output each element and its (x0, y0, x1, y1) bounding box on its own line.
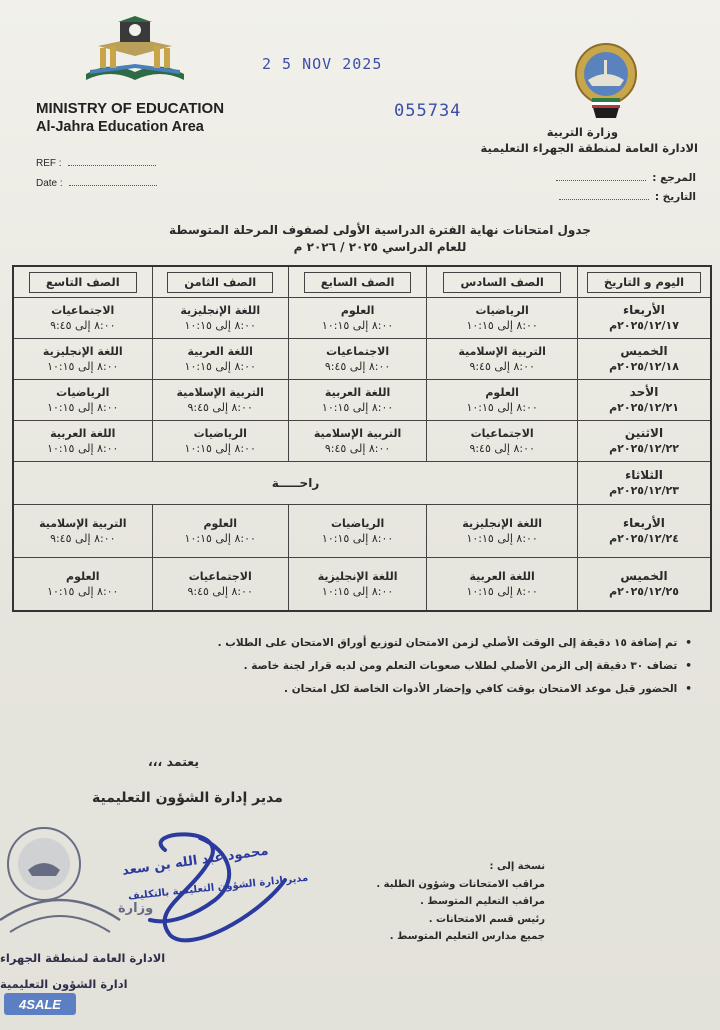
exam-cell: العلوم ٨:٠٠ إلى ١٠:١٥ (288, 298, 426, 339)
day-cell: الاثنين ٢٠٢٥/١٢/٢٢م (578, 421, 712, 462)
table-row (13, 505, 711, 558)
bottom-stamp-text: الادارة العامة لمنطقة الجهراء ادارة الشؤون التعليمية (0, 951, 166, 991)
serial-number: 055734 (394, 101, 462, 121)
day-cell: الأحد ٢٠٢٥/١٢/٢١م (578, 380, 712, 421)
notes-list (92, 632, 692, 701)
ministry-name-ar: وزارة التربية الادارة العامة لمنطقة الجهراء التعليمية (480, 125, 698, 155)
svg-text:محمود عبد الله بن سعد: محمود عبد الله بن سعد (121, 843, 270, 879)
exam-cell: اللغة العربية ٨:٠٠ إلى ١٠:١٥ (288, 380, 426, 421)
list-item: • تم إضافة ١٥ دقيقة إلى الوقت الأصلي لزمن الامتحان لتوزيع أوراق الامتحان على الطلاب . (92, 632, 692, 655)
ref-field-ar: المرجع : (556, 172, 696, 184)
date-field: Date : (36, 178, 157, 189)
list-item: مراقب الامتحانات وشؤون الطلبة . (376, 878, 545, 890)
list-item: • تضاف ٣٠ دقيقة إلى الزمن الأصلي لطلاب صعوبات التعلم ومن لديه قرار لجنة خاصة . (92, 655, 692, 678)
exam-cell: العلوم ٨:٠٠ إلى ١٠:١٥ (427, 380, 578, 421)
rest-day-cell: راحـــــة (13, 462, 578, 505)
column-header: اليوم و التاريخ (578, 266, 712, 298)
exam-cell: التربية الإسلامية ٨:٠٠ إلى ٩:٤٥ (288, 421, 426, 462)
exam-cell: العلوم ٨:٠٠ إلى ١٠:١٥ (152, 505, 288, 558)
column-header: الصف السادس (427, 266, 578, 298)
exam-cell: الاجتماعيات ٨:٠٠ إلى ٩:٤٥ (152, 558, 288, 612)
svg-text:مدير إدارة الشؤون التعليمية با: مدير إدارة الشؤون التعليمية بالتكليف (127, 872, 309, 903)
exam-cell: الاجتماعيات ٨:٠٠ إلى ٩:٤٥ (13, 298, 152, 339)
exam-cell: الرياضيات ٨:٠٠ إلى ١٠:١٥ (427, 298, 578, 339)
director-title: مدير إدارة الشؤون التعليمية (92, 790, 283, 806)
page-title: جدول امتحانات نهاية الفترة الدراسية الأولى لصفوف المرحلة المتوسطة للعام الدراسي ٢٠٢٥ / ٢٠٢٦ م (169, 223, 591, 254)
exam-cell: اللغة الإنجليزية ٨:٠٠ إلى ١٠:١٥ (152, 298, 288, 339)
exam-cell: اللغة العربية ٨:٠٠ إلى ١٠:١٥ (427, 558, 578, 612)
table-header-row (13, 266, 711, 298)
list-item: رئيس قسم الامتحانات . (428, 913, 545, 925)
ministry-name-en: MINISTRY OF EDUCATION Al-Jahra Education Area (36, 100, 225, 135)
exam-schedule-table (12, 265, 712, 612)
table-row (13, 380, 711, 421)
exam-cell: الرياضيات ٨:٠٠ إلى ١٠:١٥ (288, 505, 426, 558)
copies-title: نسخة إلى : (489, 861, 545, 872)
ref-field: REF : (36, 158, 156, 169)
list-item: • الحضور قبل موعد الامتحان بوقت كافي وإحضار الأدوات الخاصة لكل امتحان . (92, 678, 692, 701)
date-field-ar: التاريخ : (559, 191, 696, 203)
exam-cell: اللغة الإنجليزية ٨:٠٠ إلى ١٠:١٥ (427, 505, 578, 558)
day-cell: الأربعاء ٢٠٢٥/١٢/٢٤م (578, 505, 712, 558)
kuwait-emblem-icon (566, 38, 646, 120)
table-row (13, 339, 711, 380)
table-row (13, 421, 711, 462)
exam-cell: اللغة الإنجليزية ٨:٠٠ إلى ١٠:١٥ (13, 339, 152, 380)
copies-list (376, 858, 545, 946)
exam-cell: الاجتماعيات ٨:٠٠ إلى ٩:٤٥ (288, 339, 426, 380)
table-row (13, 558, 711, 612)
day-cell: الخميس ٢٠٢٥/١٢/٢٥م (578, 558, 712, 612)
exam-cell: الاجتماعيات ٨:٠٠ إلى ٩:٤٥ (427, 421, 578, 462)
exam-cell: التربية الإسلامية ٨:٠٠ إلى ٩:٤٥ (13, 505, 152, 558)
ministry-logo-icon (80, 16, 190, 98)
list-item: جميع مدارس التعليم المتوسط . (389, 931, 545, 942)
exam-cell: الرياضيات ٨:٠٠ إلى ١٠:١٥ (152, 421, 288, 462)
column-header: الصف السابع (288, 266, 426, 298)
exam-cell: التربية الإسلامية ٨:٠٠ إلى ٩:٤٥ (152, 380, 288, 421)
svg-text:وزارة: وزارة (118, 901, 154, 916)
day-cell: الخميس ٢٠٢٥/١٢/١٨م (578, 339, 712, 380)
table-row (13, 462, 711, 505)
exam-cell: التربية الإسلامية ٨:٠٠ إلى ٩:٤٥ (427, 339, 578, 380)
list-item: مراقب التعليم المتوسط . (420, 896, 545, 907)
exam-cell: اللغة الإنجليزية ٨:٠٠ إلى ١٠:١٥ (288, 558, 426, 612)
exam-cell: العلوم ٨:٠٠ إلى ١٠:١٥ (13, 558, 152, 612)
column-header: الصف الثامن (152, 266, 288, 298)
day-cell: الأربعاء ٢٠٢٥/١٢/١٧م (578, 298, 712, 339)
approval-text: يعتمد ،،، (148, 754, 200, 769)
exam-cell: الرياضيات ٨:٠٠ إلى ١٠:١٥ (13, 380, 152, 421)
exam-cell: اللغة العربية ٨:٠٠ إلى ١٠:١٥ (13, 421, 152, 462)
day-cell: الثلاثاء ٢٠٢٥/١٢/٢٣م (578, 462, 712, 505)
watermark-logo: 4SALE (4, 993, 76, 1015)
table-row (13, 298, 711, 339)
exam-cell: اللغة العربية ٨:٠٠ إلى ١٠:١٥ (152, 339, 288, 380)
received-date-stamp: 2 5 NOV 2025 (262, 55, 383, 73)
column-header: الصف التاسع (13, 266, 152, 298)
